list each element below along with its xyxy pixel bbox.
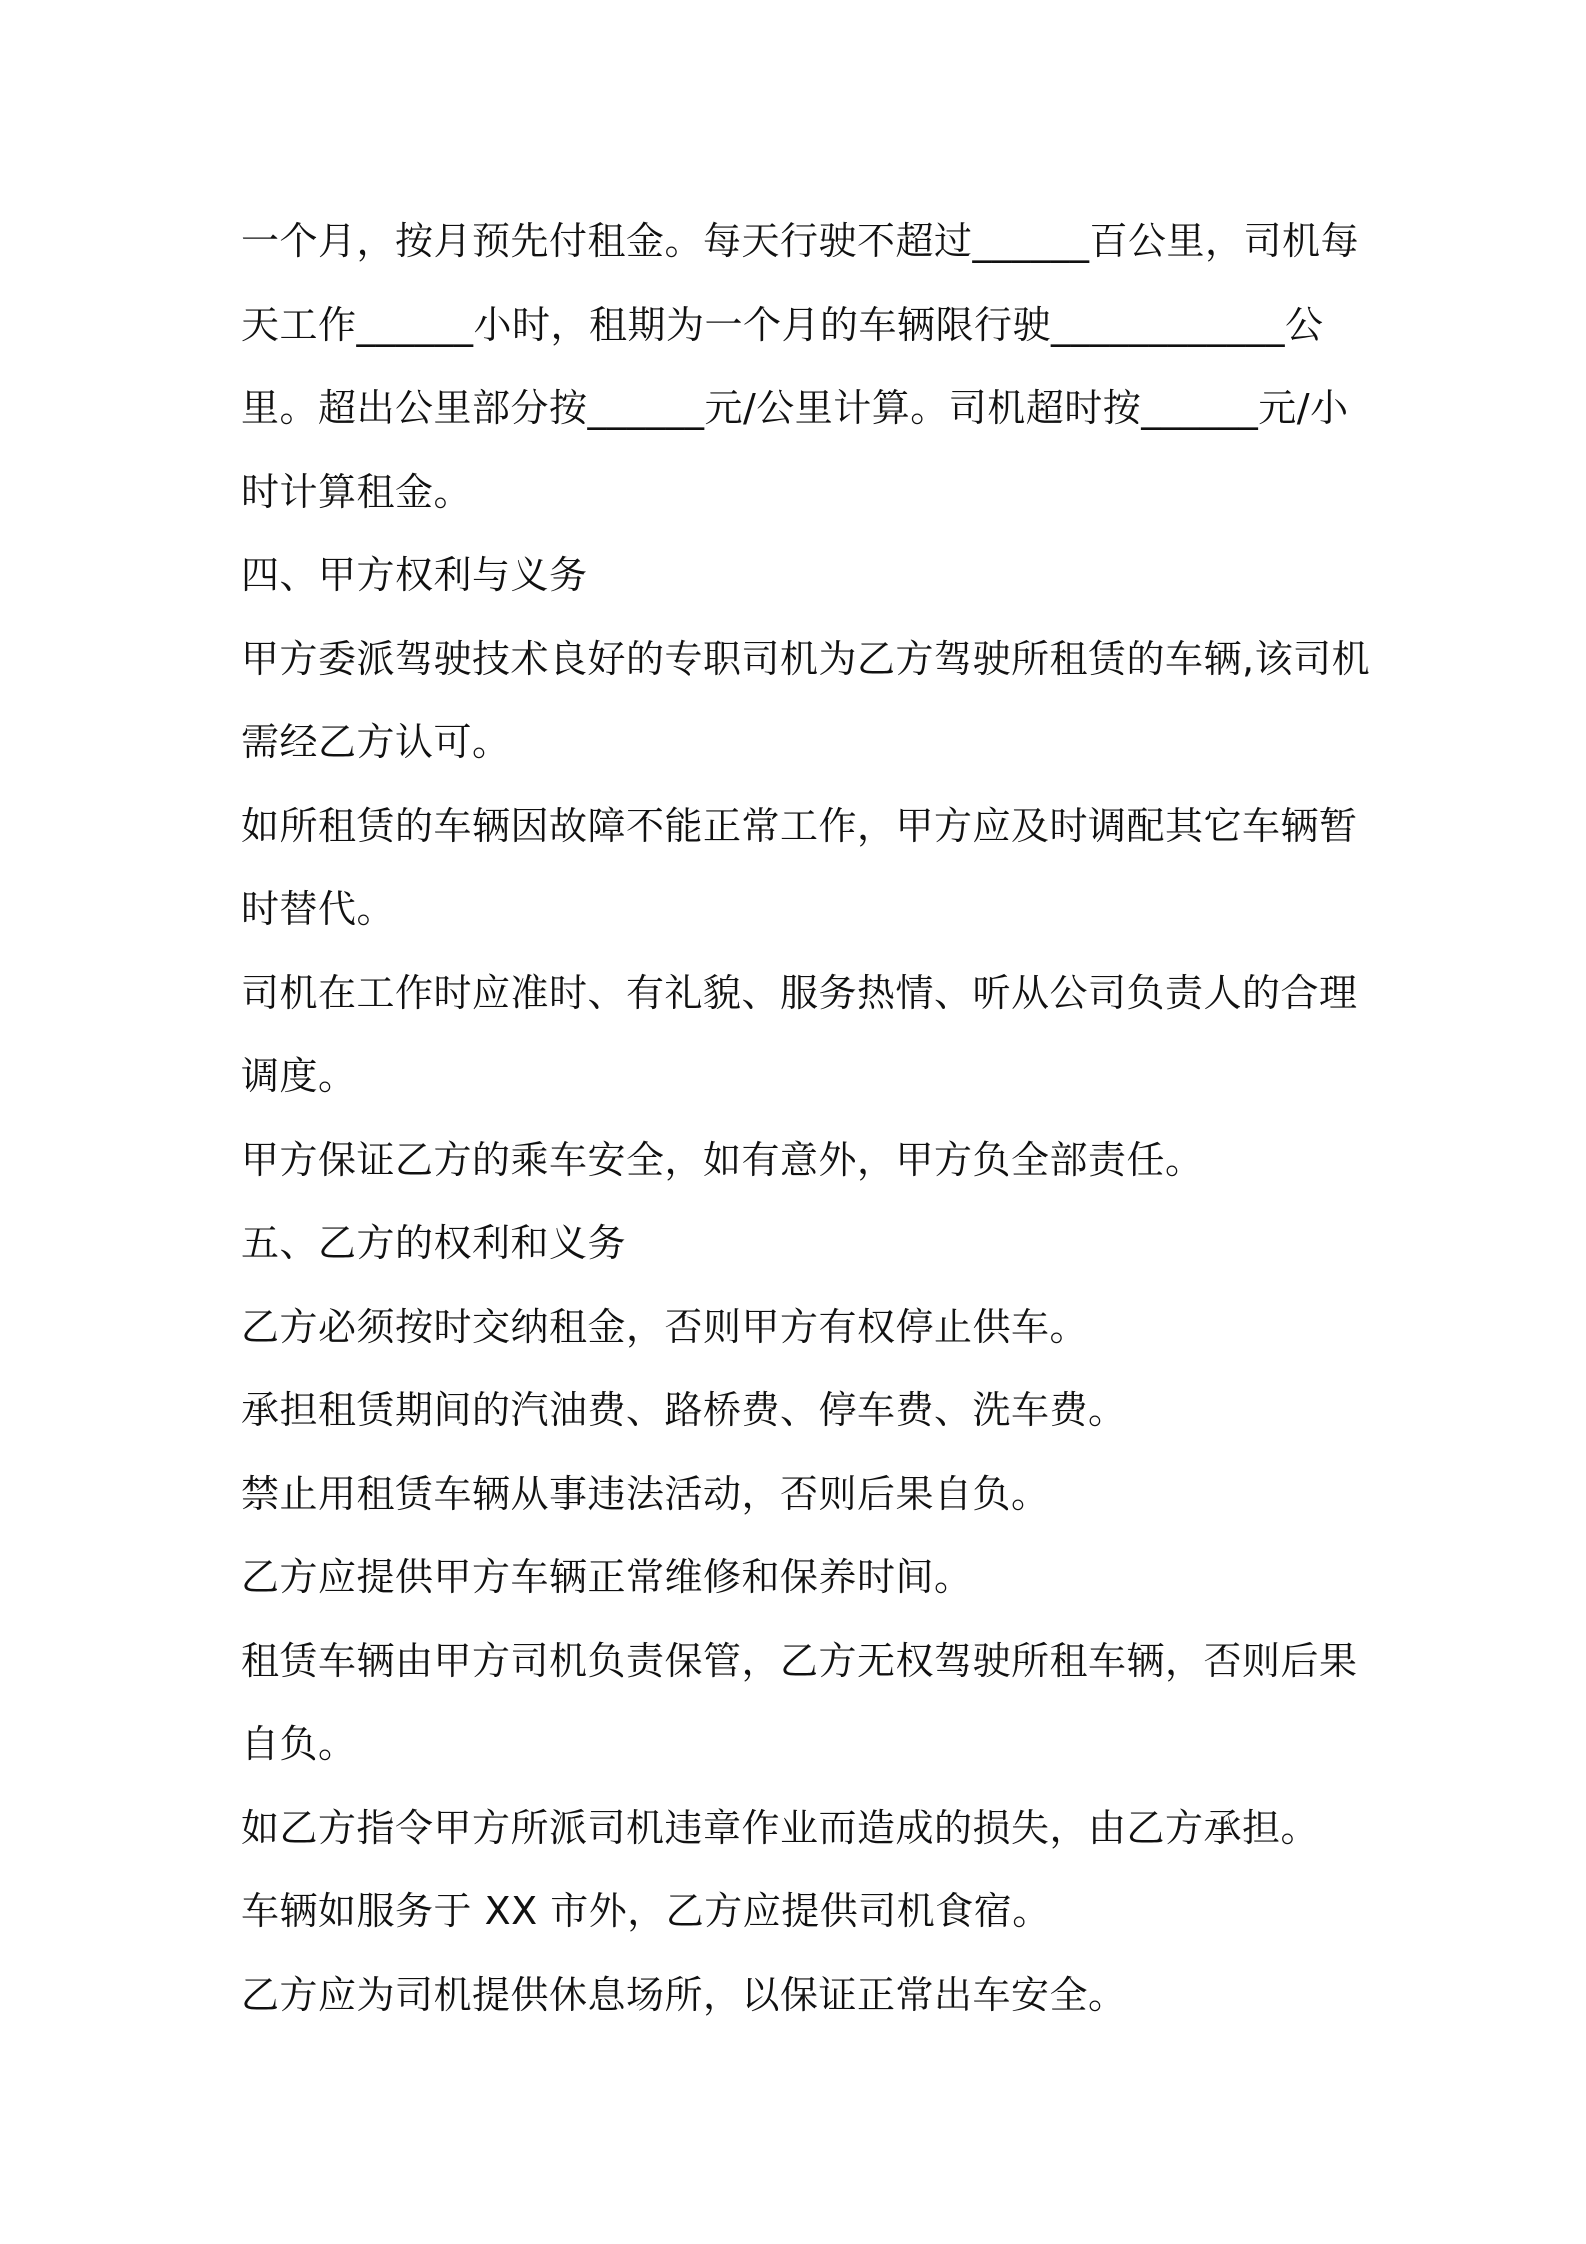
paragraph-party-b-payment: 乙方必须按时交纳租金，否则甲方有权停止供车。 [241,1304,1089,1349]
paragraph-party-a-driver-conduct: 司机在工作时应准时、有礼貌、服务热情、听从公司负责人的合理调度。 [241,970,1358,1098]
paragraph-party-b-lodging: 车辆如服务于 XX 市外，乙方应提供司机食宿。 [241,1889,1051,1933]
paragraph-party-a-safety: 甲方保证乙方的乘车安全，如有意外，甲方负全部责任。 [241,1137,1204,1182]
paragraph-party-b-custody: 租赁车辆由甲方司机负责保管，乙方无权驾驶所租车辆，否则后果自负。 [241,1638,1358,1766]
paragraph-party-b-violation: 如乙方指令甲方所派司机违章作业而造成的损失，由乙方承担。 [241,1805,1320,1850]
paragraph-party-b-expenses: 承担租赁期间的汽油费、路桥费、停车费、洗车费。 [241,1388,1127,1432]
paragraph-party-a-replacement: 如所租赁的车辆因故障不能正常工作，甲方应及时调配其它车辆暂时替代。 [241,803,1358,931]
document-body [241,200,1381,2037]
paragraph-party-b-rest: 乙方应为司机提供休息场所，以保证正常出车安全。 [241,1972,1127,2017]
paragraph-party-a-driver: 甲方委派驾驶技术良好的专职司机为乙方驾驶所租赁的车辆,该司机需经乙方认可。 [241,636,1371,764]
paragraph-party-b-maintenance: 乙方应提供甲方车辆正常维修和保养时间。 [241,1555,973,1599]
paragraph-party-b-illegal: 禁止用租赁车辆从事违法活动，否则后果自负。 [241,1471,1050,1516]
paragraph-rental-terms: 一个月，按月预先付租金。每天行驶不超过______百公里，司机每天工作______小时，租期为一个月的车辆限行驶____________公里。超出公里部分按______元/公里计算。司机超时按______元/小时计算租金。 [241,219,1360,514]
section-heading-party-a: 四、甲方权利与义务 [241,553,588,597]
section-heading-party-b: 五、乙方的权利和义务 [241,1221,627,1265]
